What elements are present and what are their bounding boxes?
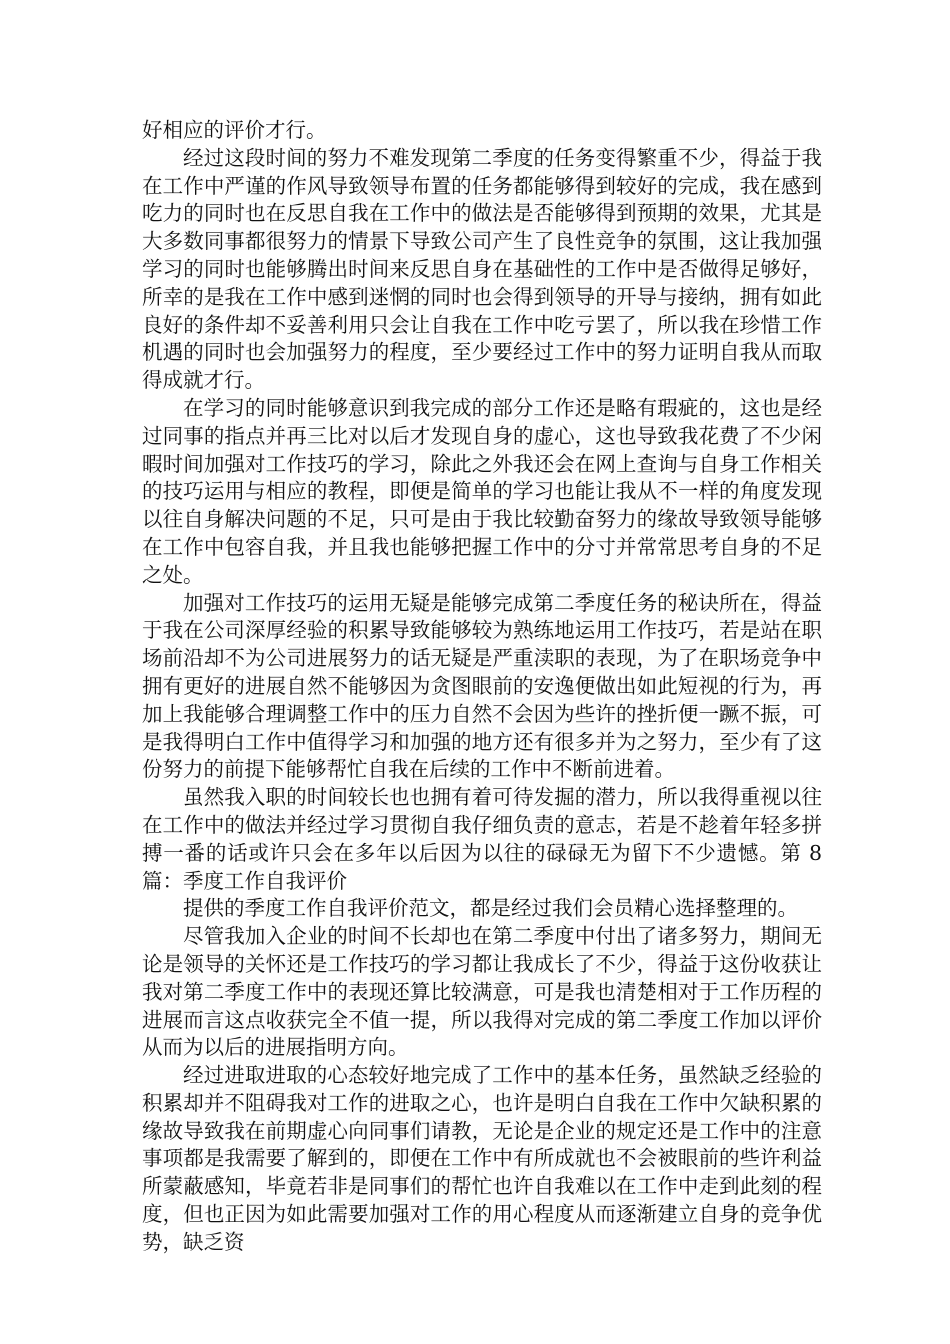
- paragraph: 提供的季度工作自我评价范文，都是经过我们会员精心选择整理的。: [183, 896, 798, 921]
- paragraph: 尽管我加入企业的时间不长却也在第二季度中付出了诸多努力，期间无论是领导的关怀还是工作技巧的学习都让我成长了不少，得益于这份收获让我对第二季度工作中的表现还算比较满意，可是我也清楚相对于工作历程的进展而言这点收获完全不值一提，所以我得对完成的第二季度工作加以评价从而为以后的进展指明方向。: [142, 924, 822, 1060]
- document-body: [142, 117, 822, 1257]
- paragraph: 经过进取进取的心态较好地完成了工作中的基本任务，虽然缺乏经验的积累却并不阻碍我对工作的进取之心，也许是明白自我在工作中欠缺积累的缘故导致我在前期虚心向同事们请教，无论是企业的规定还是工作中的注意事项都是我需要了解到的，即便在工作中有所成就也不会被眼前的些许利益所蒙蔽感知，毕竟若非是同事们的帮忙也许自我难以在工作中走到此刻的程度，但也正因为如此需要加强对工作的用心程度从而逐渐建立自身的竞争优势，缺乏资: [142, 1063, 822, 1254]
- paragraph: 在学习的同时能够意识到我完成的部分工作还是略有瑕疵的，这也是经过同事的指点并再三比对以后才发现自身的虚心，这也导致我花费了不少闲暇时间加强对工作技巧的学习，除此之外我还会在网上查询与自身工作相关的技巧运用与相应的教程，即便是简单的学习也能让我从不一样的角度发现以往自身解决问题的不足，只可是由于我比较勤奋努力的缘故导致领导能够在工作中包容自我，并且我也能够把握工作中的分寸并常常思考自身的不足之处。: [142, 395, 822, 587]
- paragraph: 加强对工作技巧的运用无疑是能够完成第二季度任务的秘诀所在，得益于我在公司深厚经验的积累导致能够较为熟练地运用工作技巧，若是站在职场前沿却不为公司进展努力的话无疑是严重渎职的表现，为了在职场竞争中拥有更好的进展自然不能够因为贪图眼前的安逸便做出如此短视的行为，再加上我能够合理调整工作中的压力自然不会因为些许的挫折便一蹶不振，可是我得明白工作中值得学习和加强的地方还有很多并为之努力，至少有了这份努力的前提下能够帮忙自我在后续的工作中不断前进着。: [142, 590, 822, 782]
- paragraph-continuation: 好相应的评价才行。: [142, 118, 327, 142]
- paragraph: 虽然我入职的时间较长也也拥有着可待发掘的潜力，所以我得重视以往在工作中的做法并经过学习贯彻自我仔细负责的意志，若是不趁着年轻多拼搏一番的话或许只会在多年以后因为以往的碌碌无为留下不少遗憾。第 8 篇：季度工作自我评价: [142, 785, 822, 893]
- paragraph: 经过这段时间的努力不难发现第二季度的任务变得繁重不少，得益于我在工作中严谨的作风导致领导布置的任务都能够得到较好的完成，我在感到吃力的同时也在反思自我在工作中的做法是否能够得到预期的效果，尤其是大多数同事都很努力的情景下导致公司产生了良性竞争的氛围，这让我加强学习的同时也能够腾出时间来反思自身在基础性的工作中是否做得足够好，所幸的是我在工作中感到迷惘的同时也会得到领导的开导与接纳，拥有如此良好的条件却不妥善利用只会让自我在工作中吃亏罢了，所以我在珍惜工作机遇的同时也会加强努力的程度，至少要经过工作中的努力证明自我从而取得成就才行。: [142, 145, 822, 393]
